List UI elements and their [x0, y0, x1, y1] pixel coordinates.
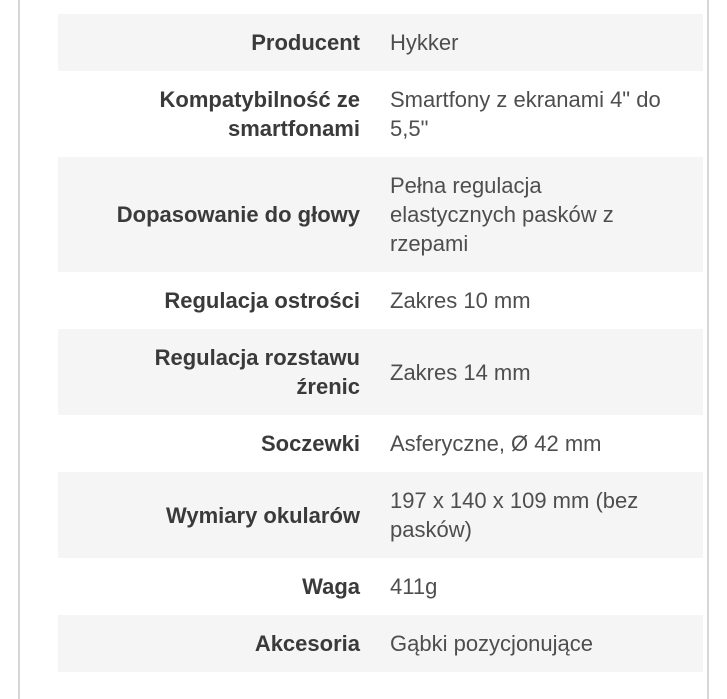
table-row: [58, 329, 703, 415]
spec-value: 197 x 140 x 109 mm (bez pasków): [375, 472, 703, 558]
spec-label: Soczewki: [260, 431, 360, 456]
page-left-border: [18, 0, 20, 699]
spec-value: Asferyczne, Ø 42 mm: [390, 431, 602, 456]
spec-label: Producent: [58, 14, 375, 71]
page-right-border: [707, 0, 709, 699]
table-row: [58, 272, 703, 329]
product-spec-table: [58, 14, 703, 672]
spec-label: Kompatybilność ze smartfonami: [159, 87, 360, 141]
spec-label: Dopasowanie do głowy: [58, 157, 375, 272]
spec-value: Zakres 14 mm: [375, 329, 703, 415]
spec-value: Smartfony z ekranami 4" do 5,5": [390, 87, 661, 141]
table-row: [58, 415, 703, 472]
table-row: [58, 14, 703, 71]
table-row: [58, 615, 703, 672]
spec-label: Regulacja ostrości: [164, 288, 360, 313]
spec-label: Regulacja rozstawu źrenic: [58, 329, 375, 415]
spec-label: Waga: [302, 574, 360, 599]
spec-value: Gąbki pozycjonujące: [375, 615, 703, 672]
table-row: [58, 472, 703, 558]
table-row: [58, 558, 703, 615]
table-row: [58, 157, 703, 272]
spec-value: Pełna regulacja elastycznych pasków z rzepami: [375, 157, 703, 272]
spec-value: 411g: [390, 574, 438, 599]
spec-value: Hykker: [375, 14, 703, 71]
spec-label: Akcesoria: [58, 615, 375, 672]
spec-label: Wymiary okularów: [58, 472, 375, 558]
spec-value: Zakres 10 mm: [390, 288, 531, 313]
table-row: [58, 71, 703, 157]
